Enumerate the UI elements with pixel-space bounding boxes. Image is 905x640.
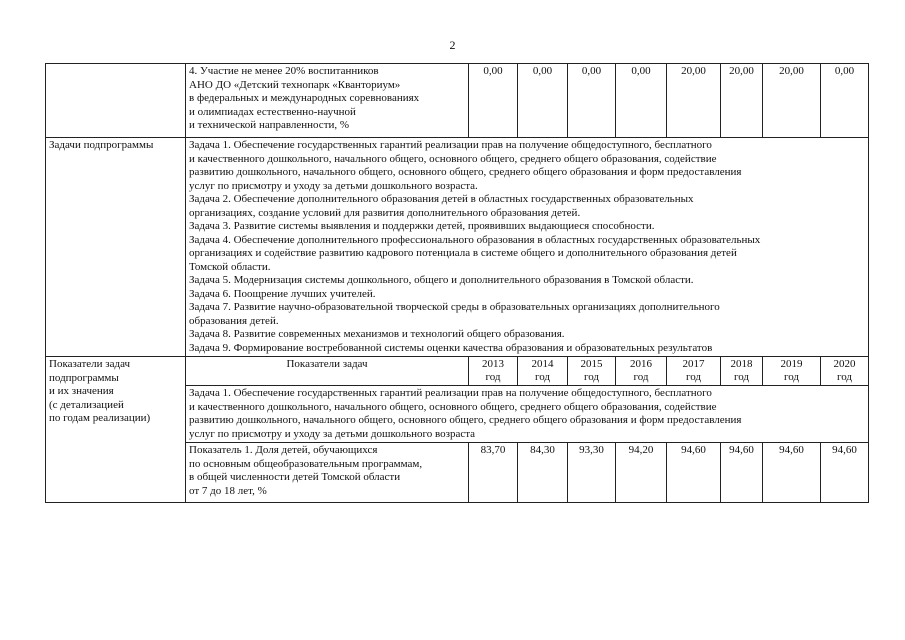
task-line: Задача 1. Обеспечение государственных гарантий реализации прав на получение общедоступного, бесплатного (189, 139, 712, 151)
text-line: в федеральных и международных соревнованиях (189, 92, 420, 104)
text-line: и технической направленности, % (189, 119, 350, 131)
task-line: Томской области. (189, 260, 271, 273)
page-number: 2 (449, 38, 456, 52)
indicator-1-value-2014: 84,30 (518, 443, 568, 503)
indicator-4-value-2020: 0,00 (821, 64, 869, 138)
task-line: и качественного дошкольного, начального общего, основного общего, среднего общего образования, содействие (189, 400, 717, 413)
year-header-2019: 2019 год (763, 357, 821, 386)
text-line: от 7 до 18 лет, % (189, 484, 267, 497)
label-line: (с детализацией (49, 398, 124, 411)
text-line: по основным общеобразовательным программам, (189, 457, 423, 470)
indicator-1-value-2016: 94,20 (616, 443, 667, 503)
year-header-2014: 2014 год (518, 357, 568, 386)
indicator-4-text (186, 64, 469, 138)
task-line: развитию дошкольного, начального общего, основного общего, среднего общего образования и форм предоставления (189, 166, 742, 178)
task-line: Задача 8. Развитие современных механизмов и технологий общего образования. (189, 328, 565, 340)
task-line: Задача 3. Развитие системы выявления и поддержки детей, проявивших выдающиеся способности. (189, 220, 655, 232)
indicator-4-value-2015: 0,00 (568, 64, 616, 138)
indicator-1-value-2018: 94,60 (721, 443, 763, 503)
text-line: 4. Участие не менее 20% воспитанников (189, 65, 379, 77)
year-header-2013: 2013 год (469, 357, 518, 386)
year-header-2015: 2015 год (568, 357, 616, 386)
task-line: организациях, создание условий для развития дополнительного образования детей. (189, 206, 581, 219)
indicator-4-value-2019: 20,00 (763, 64, 821, 138)
empty-label-cell (46, 64, 186, 138)
label-line: по годам реализации) (49, 412, 151, 424)
indicator-4-value-2013: 0,00 (469, 64, 518, 138)
task-line: развитию дошкольного, начального общего, основного общего, среднего общего образования и форм предоставления (189, 414, 742, 426)
task-line: Задача 1. Обеспечение государственных гарантий реализации прав на получение общедоступного, бесплатного (189, 387, 712, 399)
indicator-1-value-2019: 94,60 (763, 443, 821, 503)
task-line: услуг по присмотру и уходу за детьми дошкольного возраста. (189, 179, 478, 192)
tasks-section-label: Задачи подпрограммы (46, 138, 186, 357)
indicator-4-value-2017: 20,00 (667, 64, 721, 138)
text-line: и олимпиадах естественно-научной (189, 105, 356, 118)
indicator-1-text (186, 443, 469, 503)
text-line: Показатель 1. Доля детей, обучающихся (189, 444, 378, 456)
indicator-1-value-2017: 94,60 (667, 443, 721, 503)
year-header-2018: 2018 год (721, 357, 763, 386)
label-line: Показатели задач (49, 358, 131, 370)
year-header-2017: 2017 год (667, 357, 721, 386)
task-line: и качественного дошкольного, начального общего, основного общего, среднего общего образования, содействие (189, 152, 717, 165)
task-line: образования детей. (189, 314, 279, 327)
text-line: АНО ДО «Детский технопарк «Кванториум» (189, 78, 401, 91)
task-line: Задача 2. Обеспечение дополнительного образования детей в областных государственных образовательных (189, 193, 694, 205)
task-1-text (186, 386, 869, 443)
indicator-4-value-2016: 0,00 (616, 64, 667, 138)
label-line: и их значения (49, 385, 114, 397)
tasks-row (46, 138, 869, 357)
indicator-1-value-2013: 83,70 (469, 443, 518, 503)
indicator-1-value-2020: 94,60 (821, 443, 869, 503)
task-line: Задача 6. Поощрение лучших учителей. (189, 287, 376, 300)
tasks-list (186, 138, 869, 357)
task-line: услуг по присмотру и уходу за детьми дошкольного возраста (189, 427, 476, 440)
task-line: Задача 5. Модернизация системы дошкольного, общего и дополнительного образования в Томской области. (189, 274, 694, 286)
task-line: Задача 4. Обеспечение дополнительного профессионального образования в областных государственных образовательных (189, 233, 761, 246)
indicator-4-value-2014: 0,00 (518, 64, 568, 138)
indicator-4-row (46, 64, 869, 138)
indicator-1-value-2015: 93,30 (568, 443, 616, 503)
task-line: организациях и содействие развитию кадрового потенциала в системе общего и дополнительного образования детей (189, 247, 737, 259)
text-line: в общей численности детей Томской области (189, 471, 401, 483)
indicator-4-value-2018: 20,00 (721, 64, 763, 138)
year-header-2020: 2020 год (821, 357, 869, 386)
subprogram-passport-table (45, 63, 869, 503)
indicators-column-header: Показатели задач (186, 357, 469, 386)
year-header-2016: 2016 год (616, 357, 667, 386)
indicators-section-label (46, 357, 186, 503)
label-line: подпрограммы (49, 371, 119, 384)
indicators-header-row (46, 357, 869, 386)
task-line: Задача 7. Развитие научно-образовательной творческой среды в образовательных организациях дополнительного (189, 301, 720, 313)
task-line: Задача 9. Формирование востребованной системы оценки качества образования и образовательных результатов (189, 341, 713, 354)
